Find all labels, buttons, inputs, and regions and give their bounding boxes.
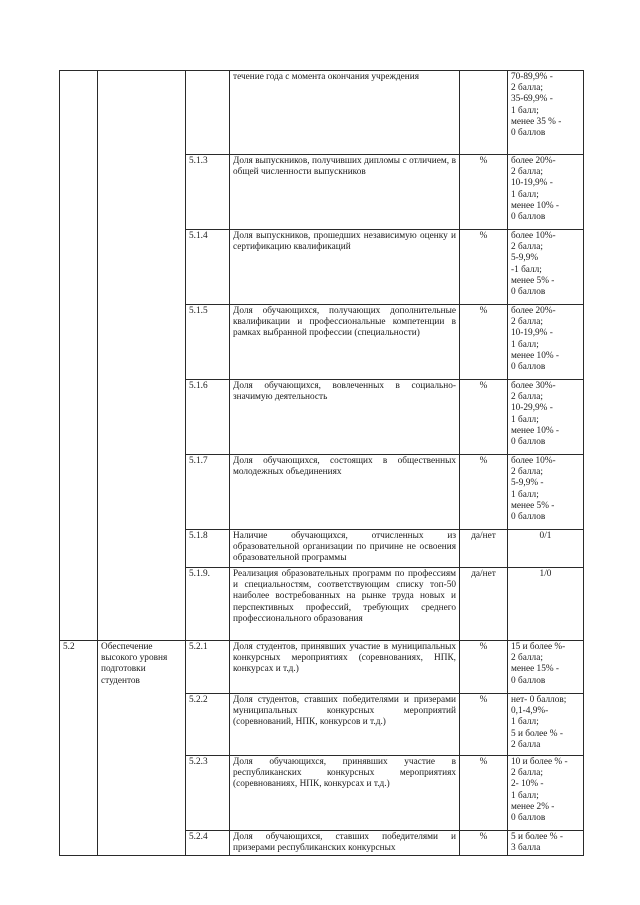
indicator-criterion: Доля обучающихся, ставших победителями и призерами республиканских конкурсных	[230, 831, 460, 856]
scoring-line: более 30%-	[511, 381, 556, 391]
indicator-scoring	[508, 694, 584, 756]
indicator-scoring	[508, 455, 584, 530]
indicator-scoring	[508, 230, 584, 305]
scoring-line: 2 балла;	[511, 392, 543, 403]
scoring-line: 0 баллов	[511, 212, 546, 223]
indicator-unit: да/нет	[460, 568, 508, 641]
scoring-line: 1 балл;	[511, 717, 539, 728]
scoring-line: 15 и более %-	[511, 642, 566, 652]
scoring-line: 5-9,9% -	[511, 478, 544, 489]
scoring-line: 2- 10% -	[511, 779, 544, 790]
indicator-criterion: течение года с момента окончания учреждения	[230, 71, 460, 155]
scoring-line: более 10%-	[511, 456, 556, 466]
scoring-line: менее 35 % -	[511, 116, 562, 127]
scoring-line: 2 балла;	[511, 768, 543, 779]
indicator-code: 5.2.1	[186, 641, 230, 694]
section-title: Обеспечение высокого уровня подготовки студентов	[98, 641, 186, 856]
indicator-unit	[460, 71, 508, 155]
scoring-line: 1 балл;	[511, 414, 539, 425]
indicator-unit: да/нет	[460, 530, 508, 568]
scoring-line: 0 баллов	[511, 128, 546, 139]
scoring-line: 0 баллов	[511, 287, 546, 298]
scoring-line: менее 10% -	[511, 425, 560, 436]
indicator-unit: %	[460, 455, 508, 530]
indicator-code: 5.2.3	[186, 756, 230, 831]
indicator-unit: %	[460, 831, 508, 856]
scoring-line: 2 балла;	[511, 653, 543, 664]
scoring-line: 2 балла;	[511, 167, 543, 178]
indicator-criterion: Доля студентов, принявших участие в муниципальных конкурсных мероприятиях (соревнованиях, НПК, конкурсах и т.д.)	[230, 641, 460, 694]
indicator-criterion: Доля выпускников, получивших дипломы с отличием, в общей численности выпускников	[230, 155, 460, 230]
indicator-unit: %	[460, 756, 508, 831]
indicator-code: 5.2.4	[186, 831, 230, 856]
indicator-scoring	[508, 380, 584, 455]
table-row	[60, 71, 584, 155]
scoring-line: 1 балл;	[511, 790, 539, 801]
scoring-line: 10-29,9% -	[511, 403, 553, 414]
section-title-cell	[98, 71, 186, 641]
indicator-code: 5.1.3	[186, 155, 230, 230]
scoring-line: 5-9,9%	[511, 253, 539, 264]
indicator-scoring: 1/0	[508, 568, 584, 641]
section-number-cell	[60, 71, 98, 641]
table-row	[60, 641, 584, 694]
scoring-line: менее 10% -	[511, 200, 560, 211]
scoring-line: 0,1-4,9%-	[511, 706, 549, 717]
scoring-line: 2 балла	[511, 739, 541, 750]
indicator-scoring	[508, 756, 584, 831]
scoring-line: 10 и более % -	[511, 757, 568, 767]
scoring-line: 0 баллов	[511, 512, 546, 523]
indicator-unit: %	[460, 155, 508, 230]
indicator-scoring	[508, 831, 584, 856]
scoring-line: 2 балла;	[511, 83, 543, 94]
indicator-code: 5.1.8	[186, 530, 230, 568]
indicator-scoring	[508, 155, 584, 230]
scoring-line: более 20%-	[511, 156, 556, 166]
scoring-line: 0 баллов	[511, 437, 546, 448]
indicator-scoring	[508, 305, 584, 380]
scoring-line: -1 балл;	[511, 264, 542, 275]
indicator-scoring: 0/1	[508, 530, 584, 568]
scoring-line: 70-89,9% -	[511, 72, 553, 82]
indicator-code: 5.1.4	[186, 230, 230, 305]
indicator-code: 5.1.5	[186, 305, 230, 380]
indicator-scoring	[508, 641, 584, 694]
indicator-code	[186, 71, 230, 155]
indicator-code: 5.1.6	[186, 380, 230, 455]
section-number: 5.2	[60, 641, 98, 856]
scoring-line: 3 балла	[511, 843, 541, 854]
indicator-unit: %	[460, 694, 508, 756]
indicator-criterion: Наличие обучающихся, отчисленных из образовательной организации по причине не освоения образовательной программы	[230, 530, 460, 568]
indicator-criterion: Доля обучающихся, принявших участие в республиканских конкурсных мероприятиях (соревнованиях, НПК, конкурсах и т.д.)	[230, 756, 460, 831]
scoring-line: менее 10% -	[511, 350, 560, 361]
scoring-line: 1 балл;	[511, 489, 539, 500]
indicator-criterion: Доля обучающихся, состоящих в общественных молодежных объединениях	[230, 455, 460, 530]
indicator-unit: %	[460, 380, 508, 455]
indicator-code: 5.1.9.	[186, 568, 230, 641]
scoring-line: 1 балл;	[511, 339, 539, 350]
scoring-line: 10-19,9% -	[511, 328, 553, 339]
indicator-unit: %	[460, 641, 508, 694]
scoring-line: 2 балла;	[511, 242, 543, 253]
scoring-line: 5 и более % -	[511, 728, 563, 739]
scoring-line: 0 баллов	[511, 362, 546, 373]
scoring-line: нет- 0 баллов;	[511, 695, 567, 705]
indicator-unit: %	[460, 230, 508, 305]
scoring-line: менее 2% -	[511, 801, 555, 812]
scoring-line: 0 баллов	[511, 813, 546, 824]
scoring-line: более 20%-	[511, 306, 556, 316]
indicator-criterion: Доля обучающихся, вовлеченных в социально-значимую деятельность	[230, 380, 460, 455]
scoring-line: 35-69,9% -	[511, 94, 553, 105]
indicator-criterion: Доля студентов, ставших победителями и призерами муниципальных конкурсных мероприятий (соревнований, НПК, конкурсов и т.д.)	[230, 694, 460, 756]
scoring-line: 10-19,9% -	[511, 178, 553, 189]
scoring-line: менее 5% -	[511, 500, 555, 511]
scoring-line: 1 балл;	[511, 105, 539, 116]
indicator-unit: %	[460, 305, 508, 380]
indicator-criterion: Доля выпускников, прошедших независимую оценку и сертификацию квалификаций	[230, 230, 460, 305]
scoring-line: 5 и более % -	[511, 832, 563, 842]
scoring-line: более 10%-	[511, 231, 556, 241]
indicator-criterion: Доля обучающихся, получающих дополнительные квалификации и профессиональные компетенции в рамках выбранной профессии (специальности)	[230, 305, 460, 380]
scoring-line: менее 5% -	[511, 275, 555, 286]
scoring-line: 1 балл;	[511, 189, 539, 200]
indicator-criterion: Реализация образовательных программ по профессиям и специальностям, соответствующим списку топ-50 наиболее востребованных на рынке труда новых и перспективных профессий, требующих среднего профессионального образования	[230, 568, 460, 641]
indicator-code: 5.2.2	[186, 694, 230, 756]
scoring-line: 2 балла;	[511, 467, 543, 478]
scoring-line: 2 балла;	[511, 317, 543, 328]
criteria-table	[59, 70, 584, 856]
indicator-scoring	[508, 71, 584, 155]
indicator-code: 5.1.7	[186, 455, 230, 530]
scoring-line: 0 баллов	[511, 675, 546, 686]
scoring-line: менее 15% -	[511, 664, 560, 675]
